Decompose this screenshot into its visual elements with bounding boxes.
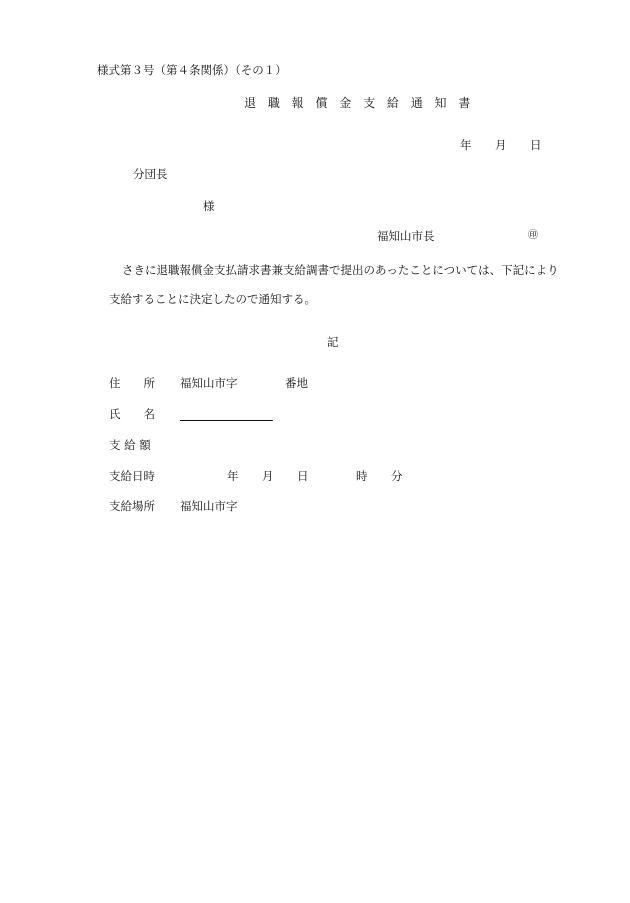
addressee-honorific: 様 (203, 199, 215, 213)
date-year: 年 (460, 138, 472, 152)
sender-name: 福知山市長 (377, 229, 435, 243)
datetime-hour: 時 (356, 469, 368, 483)
address-suffix: 番地 (285, 376, 308, 390)
amount-label: 支 給 額 (109, 438, 151, 452)
body-line-2: 支給することに決定したので通知する。 (109, 292, 316, 306)
date-month: 月 (495, 138, 507, 152)
datetime-day: 日 (297, 469, 309, 483)
address-value: 福知山市字 (180, 376, 238, 390)
datetime-year: 年 (227, 469, 239, 483)
place-value: 福知山市字 (180, 499, 238, 513)
name-label: 氏 名 (109, 407, 155, 421)
addressee-branch-chief: 分団長 (133, 167, 168, 181)
note-heading: 記 (327, 335, 339, 349)
datetime-minute: 分 (391, 469, 403, 483)
date-day: 日 (530, 138, 542, 152)
name-underline (180, 420, 273, 421)
form-number: 様式第３号（第４条関係）（その１） (97, 63, 287, 77)
seal-mark: ㊞ (528, 230, 538, 241)
address-label: 住 所 (109, 376, 155, 390)
datetime-label: 支給日時 (109, 469, 155, 483)
body-line-1: さきに退職報償金支払請求書兼支給調書で提出のあったことについては、下記により (122, 263, 559, 277)
document-title: 退 職 報 償 金 支 給 通 知 書 (244, 96, 475, 110)
place-label: 支給場所 (109, 499, 155, 513)
datetime-month: 月 (262, 469, 274, 483)
